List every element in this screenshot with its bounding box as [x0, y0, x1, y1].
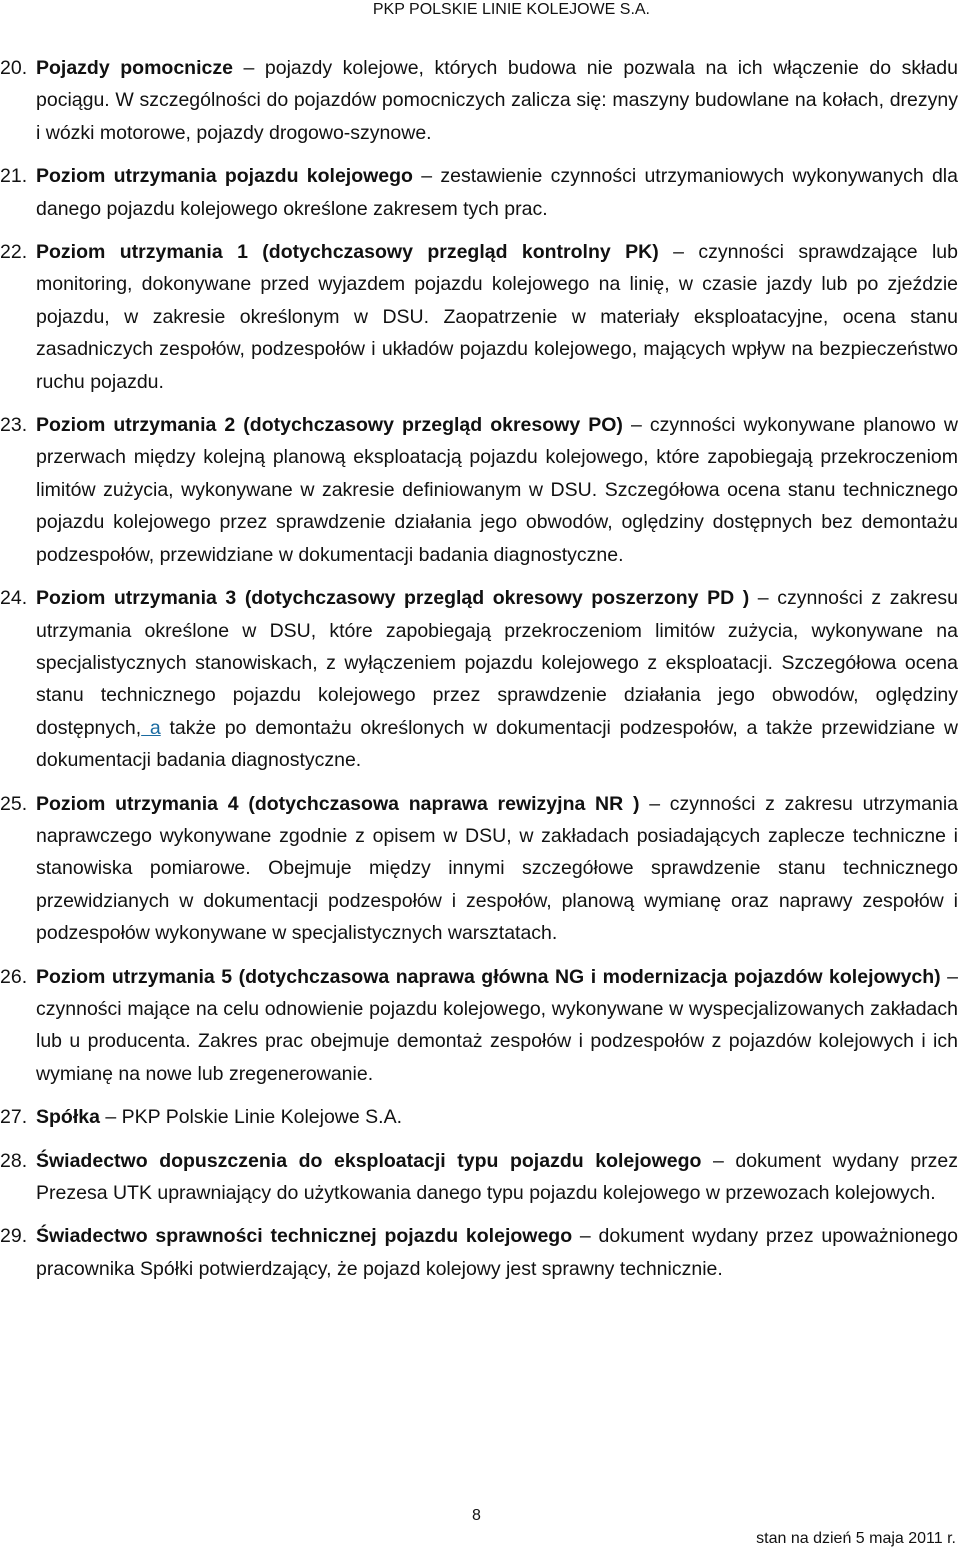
item-text-continued: także po demontażu określonych w dokumentacji podzespołów, a także przewidziane w dokumentacji badania diagnostyczne. [36, 716, 959, 772]
item-number: 20. [0, 57, 28, 79]
item-number: 21. [0, 165, 28, 188]
item-number: 25. [0, 792, 28, 815]
definition-item-23 [0, 409, 958, 571]
definition-item-22 [0, 236, 958, 398]
item-text: – czynności z zakresu utrzymania naprawczego wykonywane zgodnie z opisem w DSU, w zakładach posiadających zaplecze techniczne i stanowiska pomiarowe. Obejmuje między innymi szczegółowe sprawdzenie stanu technicznego przewidzianych w dokumentacji podzespołów i zespołów, planową wymianę oraz naprawy zespołów i podzespołów wykonywane w specjalistycznych warsztatach. [36, 792, 959, 945]
definition-item-21 [0, 160, 958, 225]
item-text: – pojazdy kolejowe, których budowa nie pozwala na ich włączenie do składu pociągu. W szczególności do pojazdów pomocniczych zalicza się: maszyny budowlane na kołach, drezyny i wózki motorowe, pojazdy drogowo-szynowe. [36, 57, 959, 144]
item-term: Poziom utrzymania 2 (dotychczasowy przegląd okresowy PO) [36, 414, 623, 437]
item-text: – dokument wydany przez upoważnionego pracownika Spółki potwierdzający, że pojazd kolejowy jest sprawny technicznie. [36, 1225, 958, 1280]
item-text: – czynności wykonywane planowo w przerwach między kolejną planową eksploatacją pojazdu kolejowego, które zapobiegają przekroczeniom limitów zużycia, wykonywane w zakresie definiowanym w DSU. Szczegółowa ocena stanu technicznego pojazdu kolejowego przez sprawdzenie działania jego obwodów, oględziny dostępnych bez demontażu podzespołów, przewidziane w dokumentacji badania diagnostyczne. [36, 414, 958, 566]
definition-item-27 [0, 1101, 958, 1133]
item-term: Pojazdy pomocnicze [36, 57, 233, 79]
item-text: – czynności mające na celu odnowienie pojazdu kolejowego, wykonywane w wyspecjalizowanych zakładach lub u producenta. Zakres prac obejmuje demontaż zespołów i podzespołów z pojazdów kolejowych i ich wymianę na nowe lub zregenerowanie. [36, 965, 959, 1085]
page-header: PKP POLSKIE LINIE KOLEJOWE S.A. [372, 1, 650, 18]
item-term: Spółka [36, 1106, 100, 1129]
item-number: 29. [0, 1225, 28, 1248]
item-term: Świadectwo sprawności technicznej pojazdu kolejowego [36, 1225, 573, 1248]
item-text: – czynności sprawdzające lub monitoring, dokonywane przed wyjazdem pojazdu kolejowego na linię, w czasie jazdy lub po zjeździe pojazdu, w zakresie określonym w DSU. Zaopatrzenie w materiały eksploatacyjne, ocena stanu zasadniczych zespołów, podzespołów i układów pojazdu kolejowego, mających wpływ na bezpieczeństwo ruchu pojazdu. [36, 241, 958, 393]
item-term: Poziom utrzymania 4 (dotychczasowa naprawa rewizyjna NR ) [36, 792, 640, 815]
item-text: – zestawienie czynności utrzymaniowych wykonywanych dla danego pojazdu kolejowego określone zakresem tych prac. [36, 165, 958, 220]
definition-item-25 [0, 788, 958, 950]
definition-item-29 [0, 1220, 958, 1285]
item-term: Poziom utrzymania 1 (dotychczasowy przegląd kontrolny PK) [36, 241, 659, 264]
definitions-list [0, 52, 958, 1296]
item-term: Poziom utrzymania pojazdu kolejowego [36, 165, 413, 188]
item-term: Świadectwo dopuszczenia do eksploatacji typu pojazdu kolejowego [36, 1149, 702, 1172]
inline-link[interactable]: a [141, 716, 161, 739]
item-term: Poziom utrzymania 5 (dotychczasowa naprawa główna NG i modernizacja pojazdów kolejowych) [36, 965, 941, 988]
definition-item-28 [0, 1145, 958, 1210]
item-number: 24. [0, 587, 28, 610]
definition-item-26 [0, 961, 958, 1091]
footer-date: stan na dzień 5 maja 2011 r. [756, 1530, 956, 1547]
item-text: – dokument wydany przez Prezesa UTK uprawniający do użytkowania danego typu pojazdu kolejowego w przewozach kolejowych. [36, 1149, 959, 1204]
item-term: Poziom utrzymania 3 (dotychczasowy przegląd okresowy poszerzony PD ) [36, 587, 750, 610]
item-text: – czynności z zakresu utrzymania określone w DSU, które zapobiegają przekroczeniom limitów zużycia, wykonywane na specjalistycznych stanowiskach, z wyłączeniem pojazdu kolejowego z eksploatacji. Szczegółowa ocena stanu technicznego pojazdu kolejowego przez sprawdzenie działania jego obwodów, oględziny dostępnych, [36, 587, 958, 739]
page-number: 8 [472, 1507, 481, 1524]
item-number: 27. [0, 1106, 28, 1129]
definition-item-24 [0, 582, 958, 776]
item-number: 23. [0, 414, 28, 437]
item-number: 22. [0, 241, 28, 264]
item-number: 26. [0, 965, 28, 988]
item-text: – PKP Polskie Linie Kolejowe S.A. [99, 1106, 402, 1129]
item-number: 28. [0, 1149, 28, 1172]
definition-item-20 [0, 52, 958, 149]
